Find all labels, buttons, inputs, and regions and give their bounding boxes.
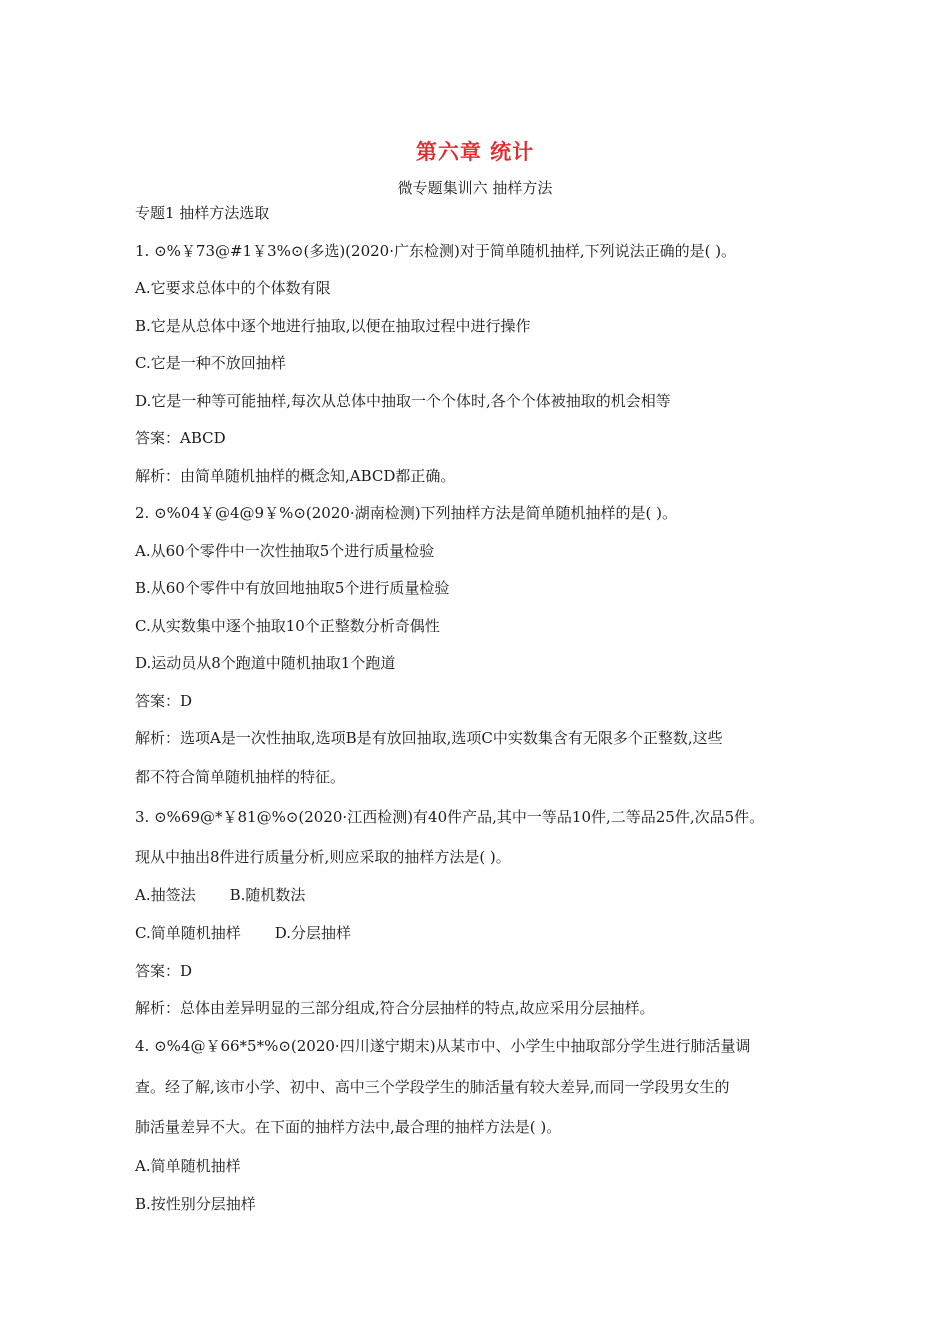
- question-4-stem-line-3: 肺活量差异不大。在下面的抽样方法中,最合理的抽样方法是( )。: [135, 1118, 562, 1136]
- question-1-option-c: C.它是一种不放回抽样: [135, 354, 286, 372]
- question-1-option-d: D.它是一种等可能抽样,每次从总体中抽取一个个体时,各个个体被抽取的机会相等: [135, 392, 671, 410]
- question-1-analysis: 解析：由简单随机抽样的概念知,ABCD都正确。: [135, 467, 456, 485]
- question-3-stem-line-1: 3. ⊙%69@*￥81@%⊙(2020·江西检测)有40件产品,其中一等品10件,二等品25件,次品5件。: [135, 808, 765, 826]
- subtitle: 微专题集训六 抽样方法: [397, 179, 553, 197]
- section-heading: 专题1 抽样方法选取: [135, 204, 270, 222]
- question-3-option-b: B.随机数法: [229, 886, 306, 904]
- question-3-answer: 答案：D: [135, 962, 193, 980]
- question-3-option-c: C.简单随机抽样: [135, 924, 241, 942]
- question-3-option-d: D.分层抽样: [274, 924, 351, 942]
- question-2-option-b: B.从60个零件中有放回地抽取5个进行质量检验: [135, 579, 450, 597]
- question-2-stem: 2. ⊙%04￥@4@9￥%⊙(2020·湖南检测)下列抽样方法是简单随机抽样的是( )。: [135, 504, 678, 522]
- question-2-option-d: D.运动员从8个跑道中随机抽取1个跑道: [135, 654, 396, 672]
- question-2-analysis-line-1: 解析：选项A是一次性抽取,选项B是有放回抽取,选项C中实数集含有无限多个正整数,这些: [135, 729, 723, 747]
- question-3-analysis: 解析：总体由差异明显的三部分组成,符合分层抽样的特点,故应采用分层抽样。: [135, 999, 655, 1017]
- question-4-option-a: A.简单随机抽样: [135, 1157, 241, 1175]
- question-2-option-c: C.从实数集中逐个抽取10个正整数分析奇偶性: [135, 617, 440, 635]
- question-3-stem-line-2: 现从中抽出8件进行质量分析,则应采取的抽样方法是( )。: [135, 848, 511, 866]
- question-1-stem: 1. ⊙%￥73@#1￥3%⊙(多选)(2020·广东检测)对于简单随机抽样,下列说法正确的是( )。: [135, 242, 737, 260]
- question-1-option-b: B.它是从总体中逐个地进行抽取,以便在抽取过程中进行操作: [135, 317, 531, 335]
- question-4-option-b: B.按性别分层抽样: [135, 1195, 256, 1213]
- question-4-stem-line-2: 查。经了解,该市小学、初中、高中三个学段学生的肺活量有较大差异,而同一学段男女生的: [135, 1078, 730, 1096]
- question-1-option-a: A.它要求总体中的个体数有限: [135, 279, 331, 297]
- chapter-title: 第六章 统计: [415, 140, 535, 164]
- question-2-analysis-line-2: 都不符合简单随机抽样的特征。: [135, 768, 346, 786]
- question-2-option-a: A.从60个零件中一次性抽取5个进行质量检验: [135, 542, 435, 560]
- question-3-options-row-1: [135, 884, 825, 906]
- question-4-stem-line-1: 4. ⊙%4@￥66*5*%⊙(2020·四川遂宁期末)从某市中、小学生中抽取部分学生进行肺活量调: [135, 1037, 751, 1055]
- question-3-option-a: A.抽签法: [135, 886, 196, 904]
- question-1-answer: 答案：ABCD: [135, 429, 226, 447]
- question-2-answer: 答案：D: [135, 692, 193, 710]
- question-3-options-row-2: [135, 922, 825, 944]
